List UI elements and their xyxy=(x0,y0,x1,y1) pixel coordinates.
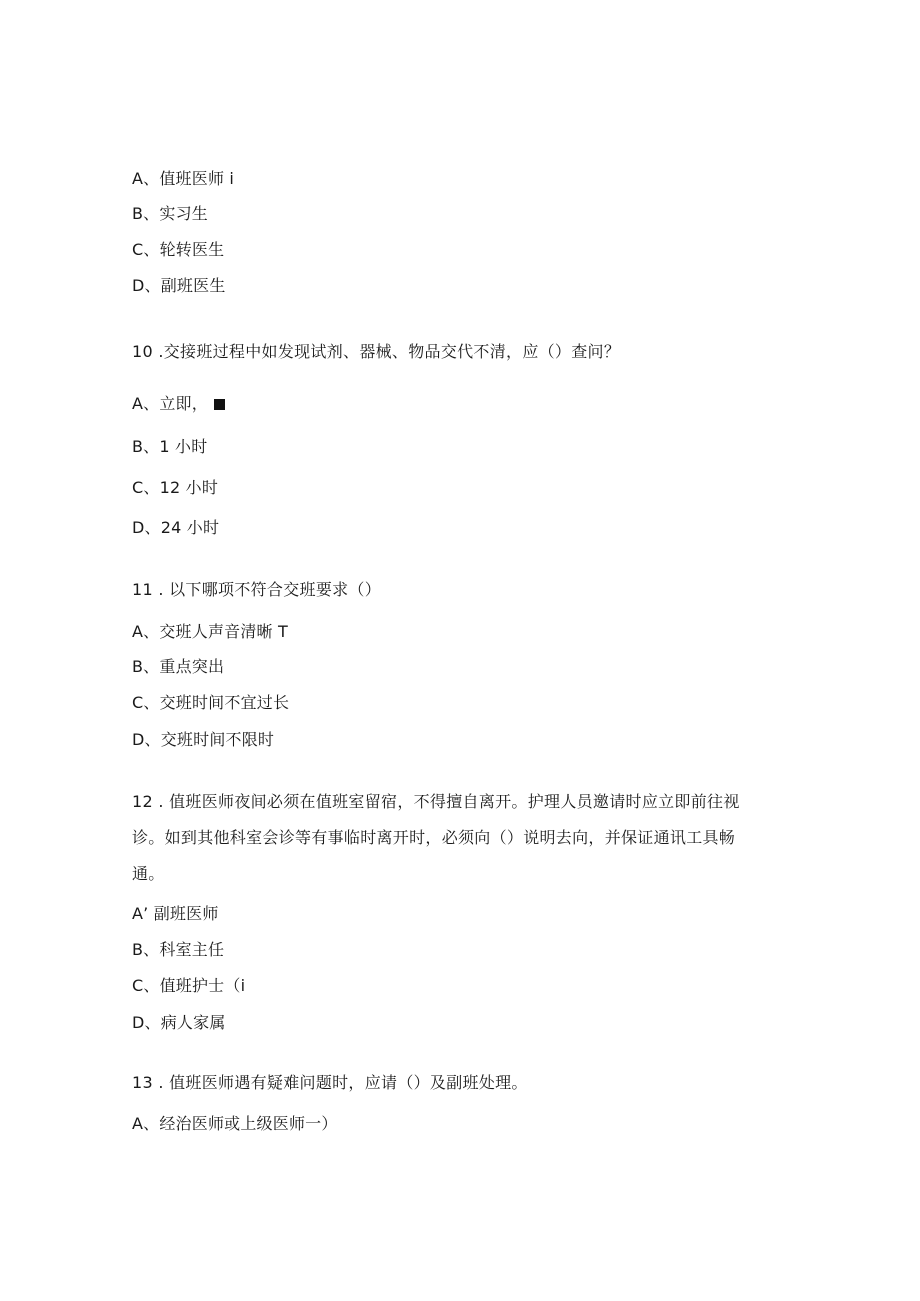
q11-option-d: D、交班时间不限时 xyxy=(132,730,275,749)
q9-option-d: D、副班医生 xyxy=(132,276,226,295)
q10-option-c: C、12 小时 xyxy=(132,478,219,497)
q11-option-a: A、交班人声音清晰 T xyxy=(132,622,289,641)
q12-question-line-3: 通。 xyxy=(132,864,165,883)
black-square-mark xyxy=(214,399,225,410)
q12-question-line-2: 诊。如到其他科室会诊等有事临时离开时，必须向（）说明去向，并保证通讯工具畅 xyxy=(132,828,736,847)
q9-option-c: C、轮转医生 xyxy=(132,240,225,259)
q12-option-d: D、病人家属 xyxy=(132,1013,226,1032)
q10-option-b: B、1 小时 xyxy=(132,437,208,456)
q11-question: 11 . 以下哪项不符合交班要求（） xyxy=(132,580,382,599)
q10-option-d: D、24 小时 xyxy=(132,518,220,537)
q12-option-b: B、科室主任 xyxy=(132,940,225,959)
q10-question: 10 .交接班过程中如发现试剂、器械、物品交代不清，应（）查问？ xyxy=(132,342,621,361)
q10-option-a xyxy=(132,394,225,414)
q11-option-b: B、重点突出 xyxy=(132,657,225,676)
q9-option-b: B、实习生 xyxy=(132,204,208,223)
q12-question-line-1: 12 . 值班医师夜间必须在值班室留宿，不得擅自离开。护理人员邀请时应立即前往视 xyxy=(132,792,740,811)
q12-option-a: A’ 副班医师 xyxy=(132,904,219,923)
q11-option-c: C、交班时间不宜过长 xyxy=(132,693,290,712)
q13-question: 13 . 值班医师遇有疑难问题时，应请（）及副班处理。 xyxy=(132,1073,528,1092)
q9-option-a: A、值班医师 i xyxy=(132,169,235,188)
q13-option-a: A、经治医师或上级医师一） xyxy=(132,1114,338,1133)
q12-option-c: C、值班护士（i xyxy=(132,976,246,995)
q10-option-a-text: A、立即， xyxy=(132,394,208,413)
